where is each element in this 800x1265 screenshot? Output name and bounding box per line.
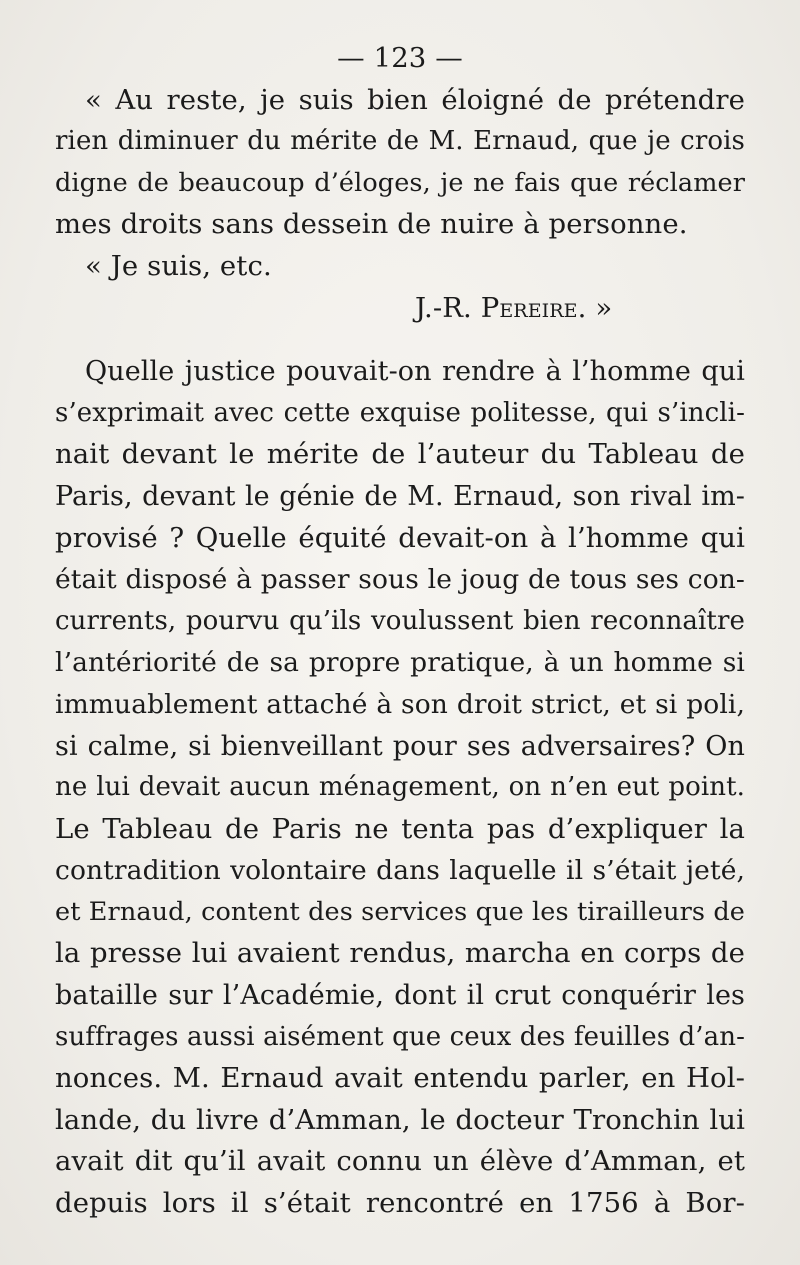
body-line: et Ernaud, content des services que les tirailleurs de — [55, 896, 745, 927]
body-line: si calme, si bienveillant pour ses adversaires? On — [55, 730, 745, 762]
letter-line: « Au reste, je suis bien éloigné de prétendre — [85, 83, 745, 116]
letter-line: rien diminuer du mérite de M. Ernaud, que je crois — [55, 126, 745, 157]
letter-closing: « Je suis, etc. — [85, 249, 272, 282]
body-line: la presse lui avaient rendus, marcha en corps de — [55, 937, 745, 970]
body-line: contradition volontaire dans laquelle il s’était jeté, — [55, 855, 745, 887]
page-number: — 123 — — [337, 42, 463, 74]
paragraph-gap — [55, 329, 745, 351]
body-paragraph — [55, 351, 745, 1224]
body-line: lande, du livre d’Amman, le docteur Tronchin lui — [55, 1103, 745, 1136]
body-line: currents, pourvu qu’ils voulussent bien reconnaître — [55, 605, 745, 636]
body-line: l’antériorité de sa propre pratique, à un homme si — [55, 647, 745, 679]
body-line: avait dit qu’il avait connu un élève d’Amman, et — [55, 1145, 745, 1178]
letter-excerpt — [55, 80, 745, 330]
body-line: nonces. M. Ernaud avait entendu parler, en Hol- — [55, 1062, 745, 1095]
body-line: Paris, devant le génie de M. Ernaud, son rival im- — [55, 480, 745, 512]
body-line: depuis lors il s’était rencontré en 1756 à Bor- — [55, 1187, 745, 1220]
body-line: ne lui devait aucun ménagement, on n’en eut point. — [55, 772, 745, 803]
body-line: suffrages aussi aisément que ceux des feuilles d’an- — [55, 1021, 745, 1052]
body-line: bataille sur l’Académie, dont il crut conquérir les — [55, 980, 745, 1012]
body-line: nait devant le mérite de l’auteur du Tableau de — [55, 438, 745, 471]
letter-signature: J.-R. Pereire. » — [415, 291, 613, 324]
text-column — [55, 38, 745, 1225]
letter-line: mes droits sans dessein de nuire à personne. — [55, 208, 688, 241]
body-line: s’exprimait avec cette exquise politesse, qui s’incli- — [55, 397, 745, 428]
body-line: était disposé à passer sous le joug de tous ses con- — [55, 564, 745, 596]
body-line: provisé ? Quelle équité devait-on à l’homme qui — [55, 521, 745, 554]
body-line: immuablement attaché à son droit strict, et si poli, — [55, 688, 745, 720]
body-line: Le Tableau de Paris ne tenta pas d’expliquer la — [55, 812, 745, 845]
body-line: Quelle justice pouvait-on rendre à l’homme qui — [85, 356, 745, 388]
letter-line: digne de beaucoup d’éloges, je ne fais que réclamer — [55, 167, 745, 198]
